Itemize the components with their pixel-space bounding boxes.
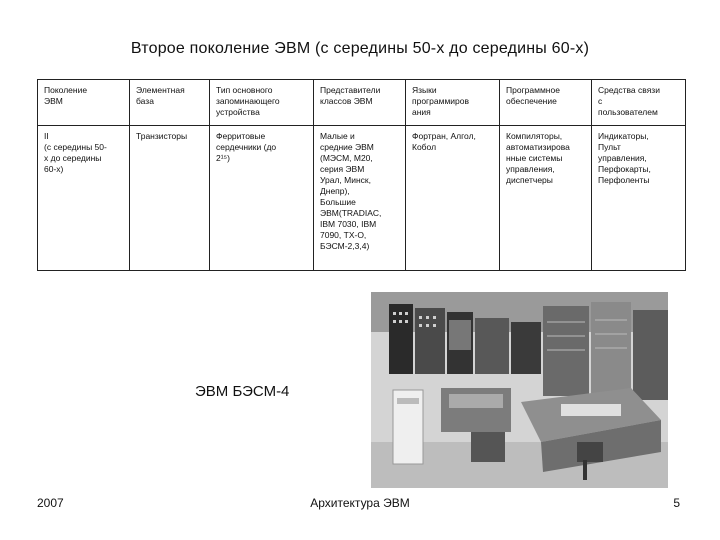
table-cell: Малые и средние ЭВМ (МЭСМ, М20, серия ЭВМ Урал, Минск, Днепр), Большие ЭВМ(TRADIAC, IBM 7030, IBM 7090, ТХ-О, БЭСМ-2,3,4): [314, 126, 406, 271]
generation-table: [37, 79, 686, 271]
table-cell: Ферритовые сердечники (до 2¹⁵): [210, 126, 314, 271]
footer-year: 2007: [37, 496, 64, 510]
besm-4-illustration: [371, 292, 668, 488]
header-cell: Тип основного запоминающего устройства: [210, 80, 314, 126]
table-cell: Фортран, Алгол, Кобол: [406, 126, 500, 271]
table-row: [38, 126, 686, 271]
header-cell: Языки программиров ания: [406, 80, 500, 126]
header-cell: Средства связи с пользователем: [592, 80, 686, 126]
table-cell: II (с середины 50- х до середины 60-х): [38, 126, 130, 271]
computer-photo: [371, 292, 668, 488]
slide-title: Второе поколение ЭВМ (с середины 50-х до середины 60-х): [130, 40, 590, 57]
header-cell: Программное обеспечение: [500, 80, 592, 126]
table-cell: Транзисторы: [130, 126, 210, 271]
header-cell: Элементная база: [130, 80, 210, 126]
photo-caption: ЭВМ БЭСМ-4: [195, 383, 290, 400]
header-cell: Представители классов ЭВМ: [314, 80, 406, 126]
footer-title: Архитектура ЭВМ: [310, 496, 410, 510]
header-cell: Поколение ЭВМ: [38, 80, 130, 126]
table-cell: Компиляторы, автоматизирова нные системы управления, диспетчеры: [500, 126, 592, 271]
page-number: 5: [673, 496, 680, 510]
table-header-row: [38, 80, 686, 126]
table-cell: Индикаторы, Пульт управления, Перфокарты, Перфоленты: [592, 126, 686, 271]
